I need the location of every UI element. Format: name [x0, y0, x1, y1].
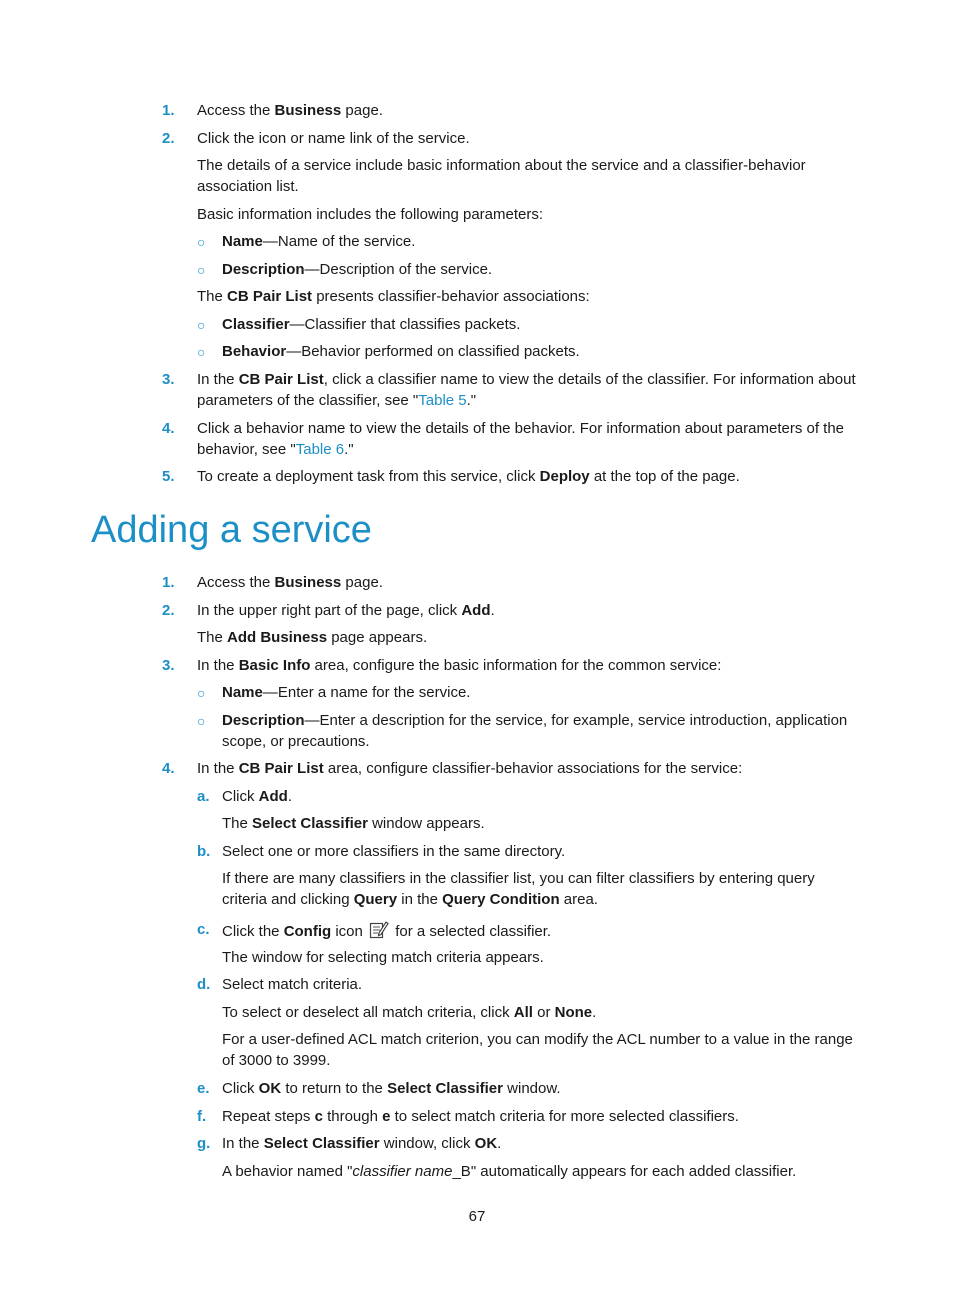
substep-text: Select match criteria.	[222, 976, 363, 993]
paragraph-line: The Add Business page appears.	[197, 629, 428, 646]
bullet-icon: ○	[197, 344, 206, 360]
section-heading: Adding a service	[91, 509, 372, 551]
step-text: In the CB Pair List area, configure classifier-behavior associations for the service:	[197, 760, 743, 777]
substep-text: Click OK to return to the Select Classifier window.	[222, 1080, 561, 1097]
step-number: 1.	[162, 574, 175, 591]
substep-letter: a.	[197, 788, 210, 805]
paragraph-line: A behavior named "classifier name_B" automatically appears for each added classifier.	[222, 1163, 797, 1180]
step-text: Click the icon or name link of the service.	[197, 130, 470, 147]
paragraph-line: scope, or precautions.	[222, 733, 370, 750]
bullet-icon: ○	[197, 317, 206, 333]
step-number: 3.	[162, 657, 175, 674]
bullet-item-description: Description—Description of the service.	[222, 261, 493, 278]
bullet-icon: ○	[197, 713, 206, 729]
substep-letter: d.	[197, 976, 211, 993]
step-number: 5.	[162, 468, 175, 485]
paragraph-line: Basic information includes the following parameters:	[197, 206, 544, 223]
paragraph-line: of 3000 to 3999.	[222, 1052, 331, 1069]
bullet-icon: ○	[197, 685, 206, 701]
step-text: In the upper right part of the page, click Add.	[197, 602, 495, 619]
substep-text: Click the Config icon for a selected classifier.	[222, 920, 551, 945]
table-6-link[interactable]: Table 6	[295, 441, 345, 458]
paragraph-line: The details of a service include basic information about the service and a classifier-behavior	[197, 157, 806, 174]
bullet-item-name: Name—Enter a name for the service.	[222, 684, 471, 701]
substep-text: Repeat steps c through e to select match criteria for more selected classifiers.	[222, 1108, 739, 1125]
substep-letter: f.	[197, 1108, 207, 1125]
paragraph-line: If there are many classifiers in the classifier list, you can filter classifiers by entering query	[222, 870, 815, 887]
bullet-item-description: Description—Enter a description for the service, for example, service introduction, application	[222, 712, 848, 729]
paragraph-line: The CB Pair List presents classifier-behavior associations:	[197, 288, 590, 305]
step-text: Access the Business page.	[197, 574, 383, 591]
paragraph-line: association list.	[197, 178, 299, 195]
step-number: 2.	[162, 602, 175, 619]
page-number: 67	[468, 1208, 486, 1225]
bullet-icon: ○	[197, 234, 206, 250]
bullet-item-behavior: Behavior—Behavior performed on classified packets.	[222, 343, 580, 360]
bullet-item-name: Name—Name of the service.	[222, 233, 416, 250]
table-5-link[interactable]: Table 5	[418, 392, 467, 409]
bullet-icon: ○	[197, 262, 206, 278]
substep-letter: c.	[197, 921, 210, 938]
step-text: Click a behavior name to view the details of the behavior. For information about parameters of the	[197, 420, 845, 437]
substep-text: Click Add.	[222, 788, 293, 805]
bullet-item-classifier: Classifier—Classifier that classifies packets.	[222, 316, 521, 333]
step-text: To create a deployment task from this service, click Deploy at the top of the page.	[197, 468, 740, 485]
substep-letter: b.	[197, 843, 211, 860]
step-text: Access the Business page.	[197, 102, 383, 119]
step-number: 3.	[162, 371, 175, 388]
paragraph-line: To select or deselect all match criteria, click All or None.	[222, 1004, 597, 1021]
config-edit-icon	[369, 920, 389, 945]
paragraph-line: The window for selecting match criteria appears.	[222, 949, 544, 966]
substep-letter: e.	[197, 1080, 210, 1097]
paragraph-line: For a user-defined ACL match criterion, you can modify the ACL number to a value in the range	[222, 1031, 853, 1048]
substep-text: In the Select Classifier window, click OK.	[222, 1135, 502, 1152]
substep-text: Select one or more classifiers in the same directory.	[222, 843, 566, 860]
substep-letter: g.	[197, 1135, 211, 1152]
paragraph-line: The Select Classifier window appears.	[222, 815, 485, 832]
step-text: In the Basic Info area, configure the basic information for the common service:	[197, 657, 722, 674]
step-number: 1.	[162, 102, 175, 119]
paragraph-line: criteria and clicking Query in the Query Condition area.	[222, 891, 598, 908]
step-number: 4.	[162, 760, 175, 777]
step-number: 2.	[162, 130, 175, 147]
step-number: 4.	[162, 420, 175, 437]
step-text: In the CB Pair List, click a classifier name to view the details of the classifier. For information about	[197, 371, 856, 388]
step-text: behavior, see "Table 6."	[197, 441, 354, 458]
step-text: parameters of the classifier, see "Table 5."	[197, 392, 477, 409]
